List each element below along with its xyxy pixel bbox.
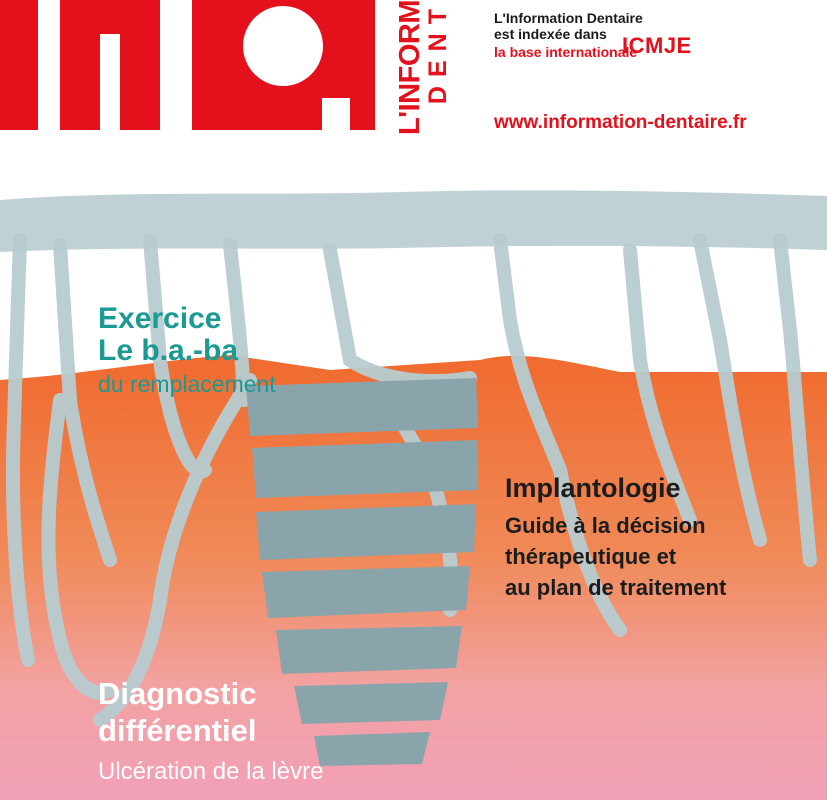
- implantologie-line1: Guide à la décision: [505, 513, 706, 538]
- exercice-title: Exercice: [98, 302, 222, 335]
- diagnostic-title: Diagnostic: [98, 676, 257, 711]
- index-line1: L'Information Dentaire: [494, 10, 643, 26]
- exercice-subtitle: du remplacement: [98, 371, 276, 397]
- index-line3: la base internationale: [494, 44, 638, 60]
- exercice-title-line2: Le b.a.-ba: [98, 334, 239, 367]
- masthead-vertical-line2: DENT: [424, 0, 452, 105]
- magazine-logo: [0, 0, 398, 130]
- diagnostic-subtitle: Ulcération de la lèvre: [98, 758, 324, 785]
- icmje-label: ICMJE: [622, 33, 692, 58]
- diagnostic-title-line2: différentiel: [98, 713, 257, 748]
- implantologie-line3: au plan de traitement: [505, 575, 727, 600]
- website-link[interactable]: www.information-dentaire.fr: [494, 112, 747, 133]
- logo-letter-a-notch: [322, 98, 350, 130]
- implantologie-title: Implantologie: [505, 473, 681, 503]
- logo-letter-i: [0, 0, 38, 130]
- implantologie-line2: thérapeutique et: [505, 544, 677, 569]
- masthead-vertical-line1: L'INFORM: [394, 0, 426, 135]
- logo-letter-n-top: [60, 0, 160, 34]
- index-line2: est indexée dans: [494, 26, 607, 42]
